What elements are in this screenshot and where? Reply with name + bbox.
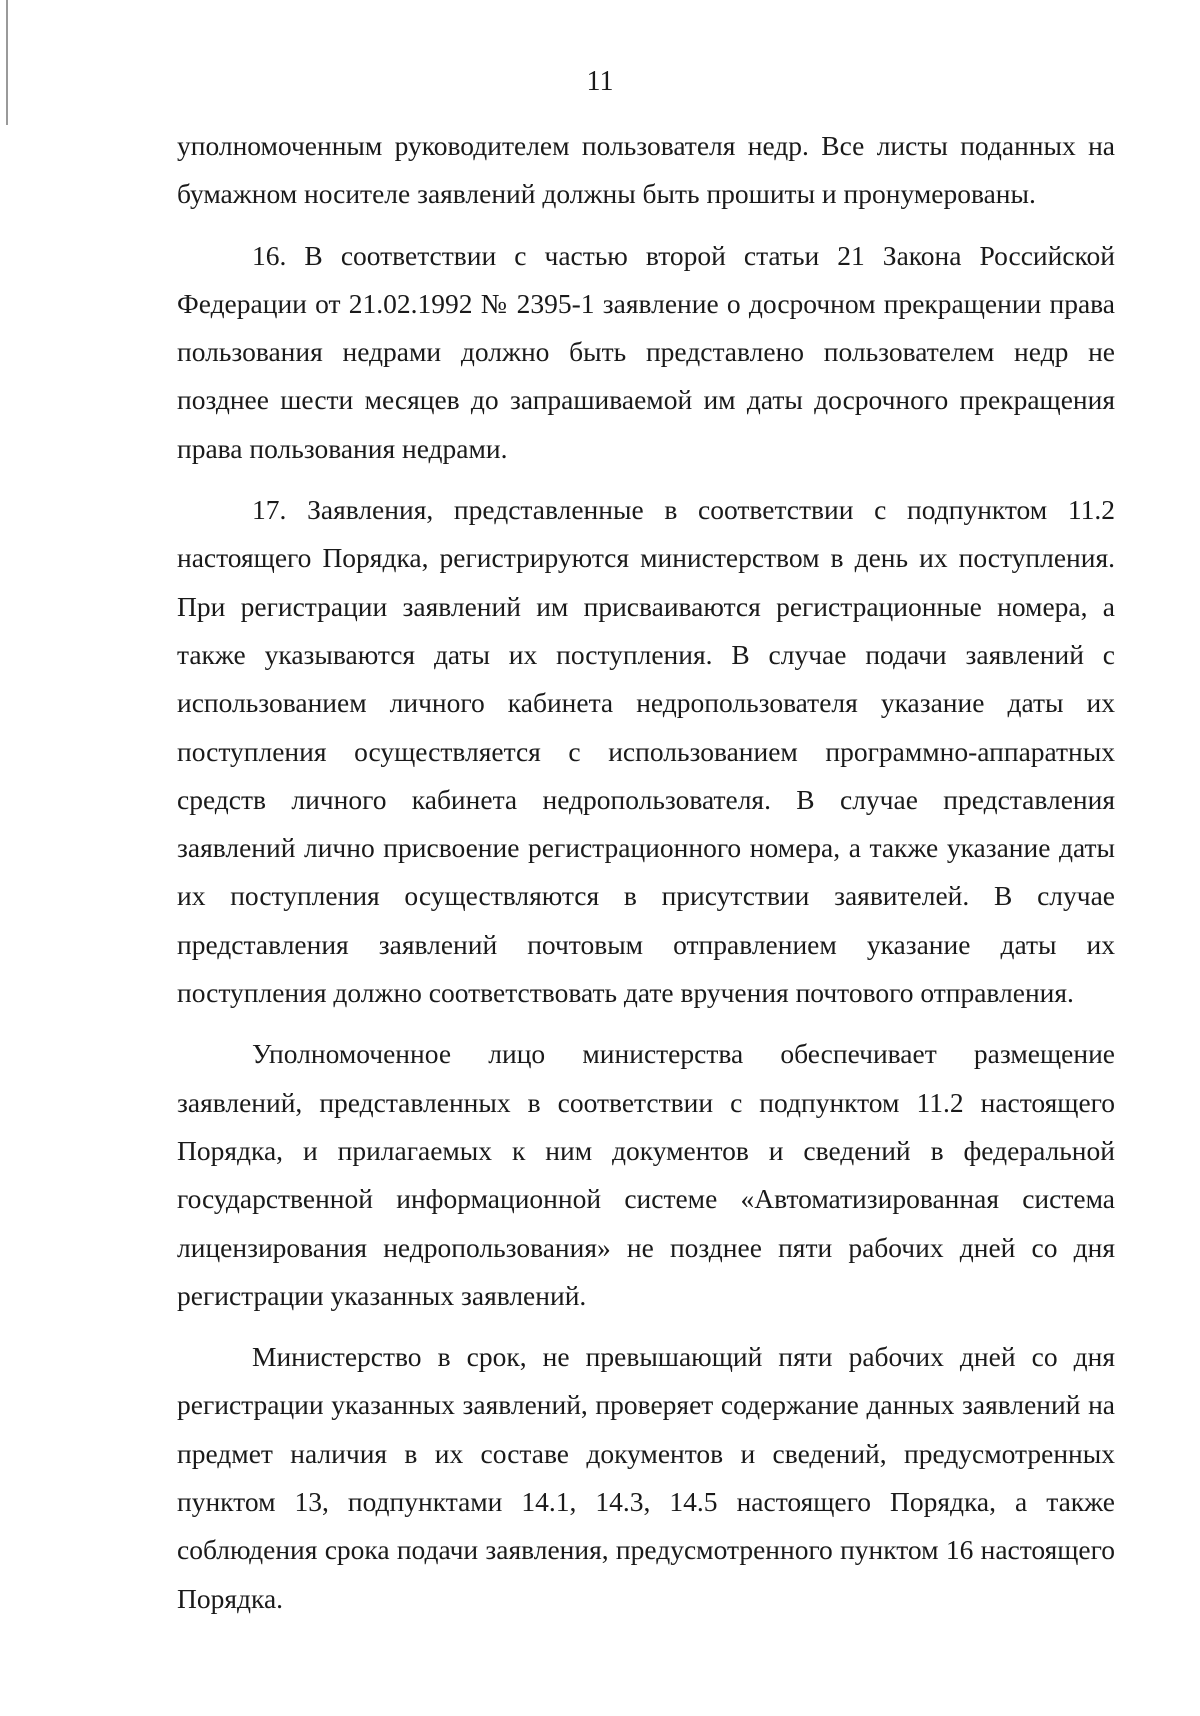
scan-edge-line [6,0,8,125]
paragraph-clause-17: 17. Заявления, представленные в соответствии с подпунктом 11.2 настоящего Порядка, регистрируются министерством в день их поступления. При регистрации заявлений им присваиваются регистрационные номера, а также указываются даты их поступления. В случае подачи заявлений с использованием личного кабинета недропользователя указание даты их поступления осуществляется с использованием программно-аппаратных средств личного кабинета недропользователя. В случае представления заявлений лично присвоение регистрационного номера, а также указание даты их поступления осуществляются в присутствии заявителей. В случае представления заявлений почтовым отправлением указание даты их поступления должно соответствовать дате вручения почтового отправления. [177,494,1115,1009]
paragraph-clause-17-placement: Уполномоченное лицо министерства обеспечивает размещение заявлений, представленных в соответствии с подпунктом 11.2 настоящего Порядка, и прилагаемых к ним документов и сведений в федеральной государственной информационной системе «Автоматизированная система лицензирования недропользования» не позднее пяти рабочих дней со дня регистрации указанных заявлений. [177,1038,1115,1311]
document-body [177,122,1115,1623]
paragraph-clause-17-check: Министерство в срок, не превышающий пяти рабочих дней со дня регистрации указанных заявлений, проверяет содержание данных заявлений на предмет наличия в их составе документов и сведений, предусмотренных пунктом 13, подпунктами 14.1, 14.3, 14.5 настоящего Порядка, а также соблюдения срока подачи заявления, предусмотренного пунктом 16 настоящего Порядка. [177,1341,1115,1614]
paragraph-clause-16: 16. В соответствии с частью второй статьи 21 Закона Российской Федерации от 21.02.1992 № 2395-1 заявление о досрочном прекращении права пользования недрами должно быть представлено пользователем недр не позднее шести месяцев до запрашиваемой им даты досрочного прекращения права пользования недрами. [177,239,1115,464]
paragraph-continuation: уполномоченным руководителем пользователя недр. Все листы поданных на бумажном носителе заявлений должны быть прошиты и пронумерованы. [177,130,1115,210]
page-number: 11 [586,66,614,97]
